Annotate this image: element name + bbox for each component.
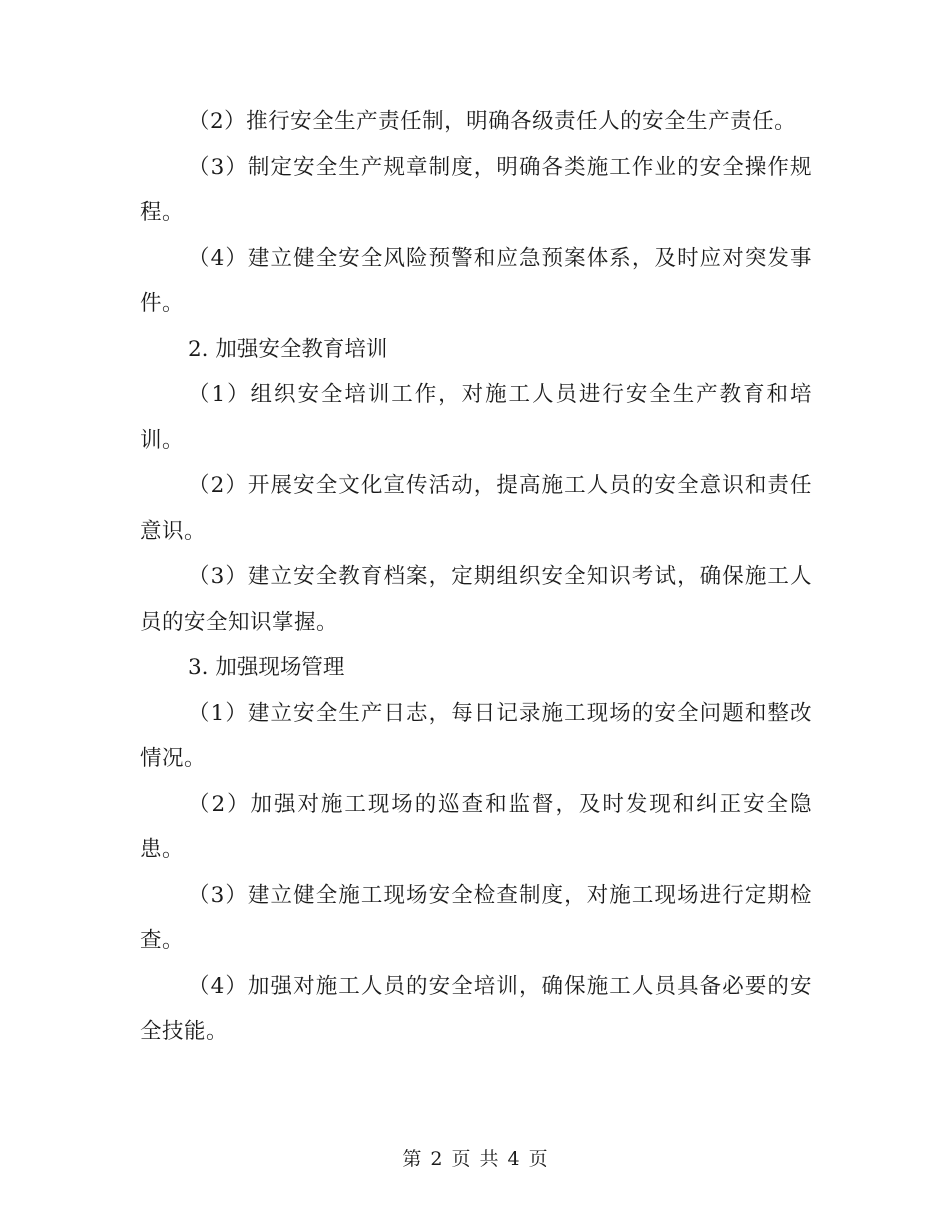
paragraph: （3）制定安全生产规章制度，明确各类施工作业的安全操作规程。 (140, 154, 812, 225)
paragraph: （2）推行安全生产责任制，明确各级责任人的安全生产责任。 (188, 109, 797, 134)
paragraph: （4）建立健全安全风险预警和应急预案体系，及时应对突发事件。 (140, 245, 812, 316)
paragraph: （3）建立安全教育档案，定期组织安全知识考试，确保施工人员的安全知识掌握。 (140, 564, 812, 635)
page-footer: 第 2 页 共 4 页 (402, 1148, 548, 1170)
section-heading: 2. 加强安全教育培训 (188, 336, 388, 362)
paragraph: （1）建立安全生产日志，每日记录施工现场的安全问题和整改情况。 (140, 700, 812, 771)
section-heading: 3. 加强现场管理 (188, 655, 345, 680)
document-body (140, 99, 812, 1055)
paragraph: （2）开展安全文化宣传活动，提高施工人员的安全意识和责任意识。 (140, 473, 812, 544)
paragraph: （4）加强对施工人员的安全培训，确保施工人员具备必要的安全技能。 (140, 973, 812, 1044)
paragraph: （2）加强对施工现场的巡查和监督，及时发现和纠正安全隐患。 (140, 791, 812, 862)
paragraph: （3）建立健全施工现场安全检查制度，对施工现场进行定期检查。 (140, 882, 812, 953)
paragraph: （1）组织安全培训工作，对施工人员进行安全生产教育和培训。 (140, 382, 812, 453)
